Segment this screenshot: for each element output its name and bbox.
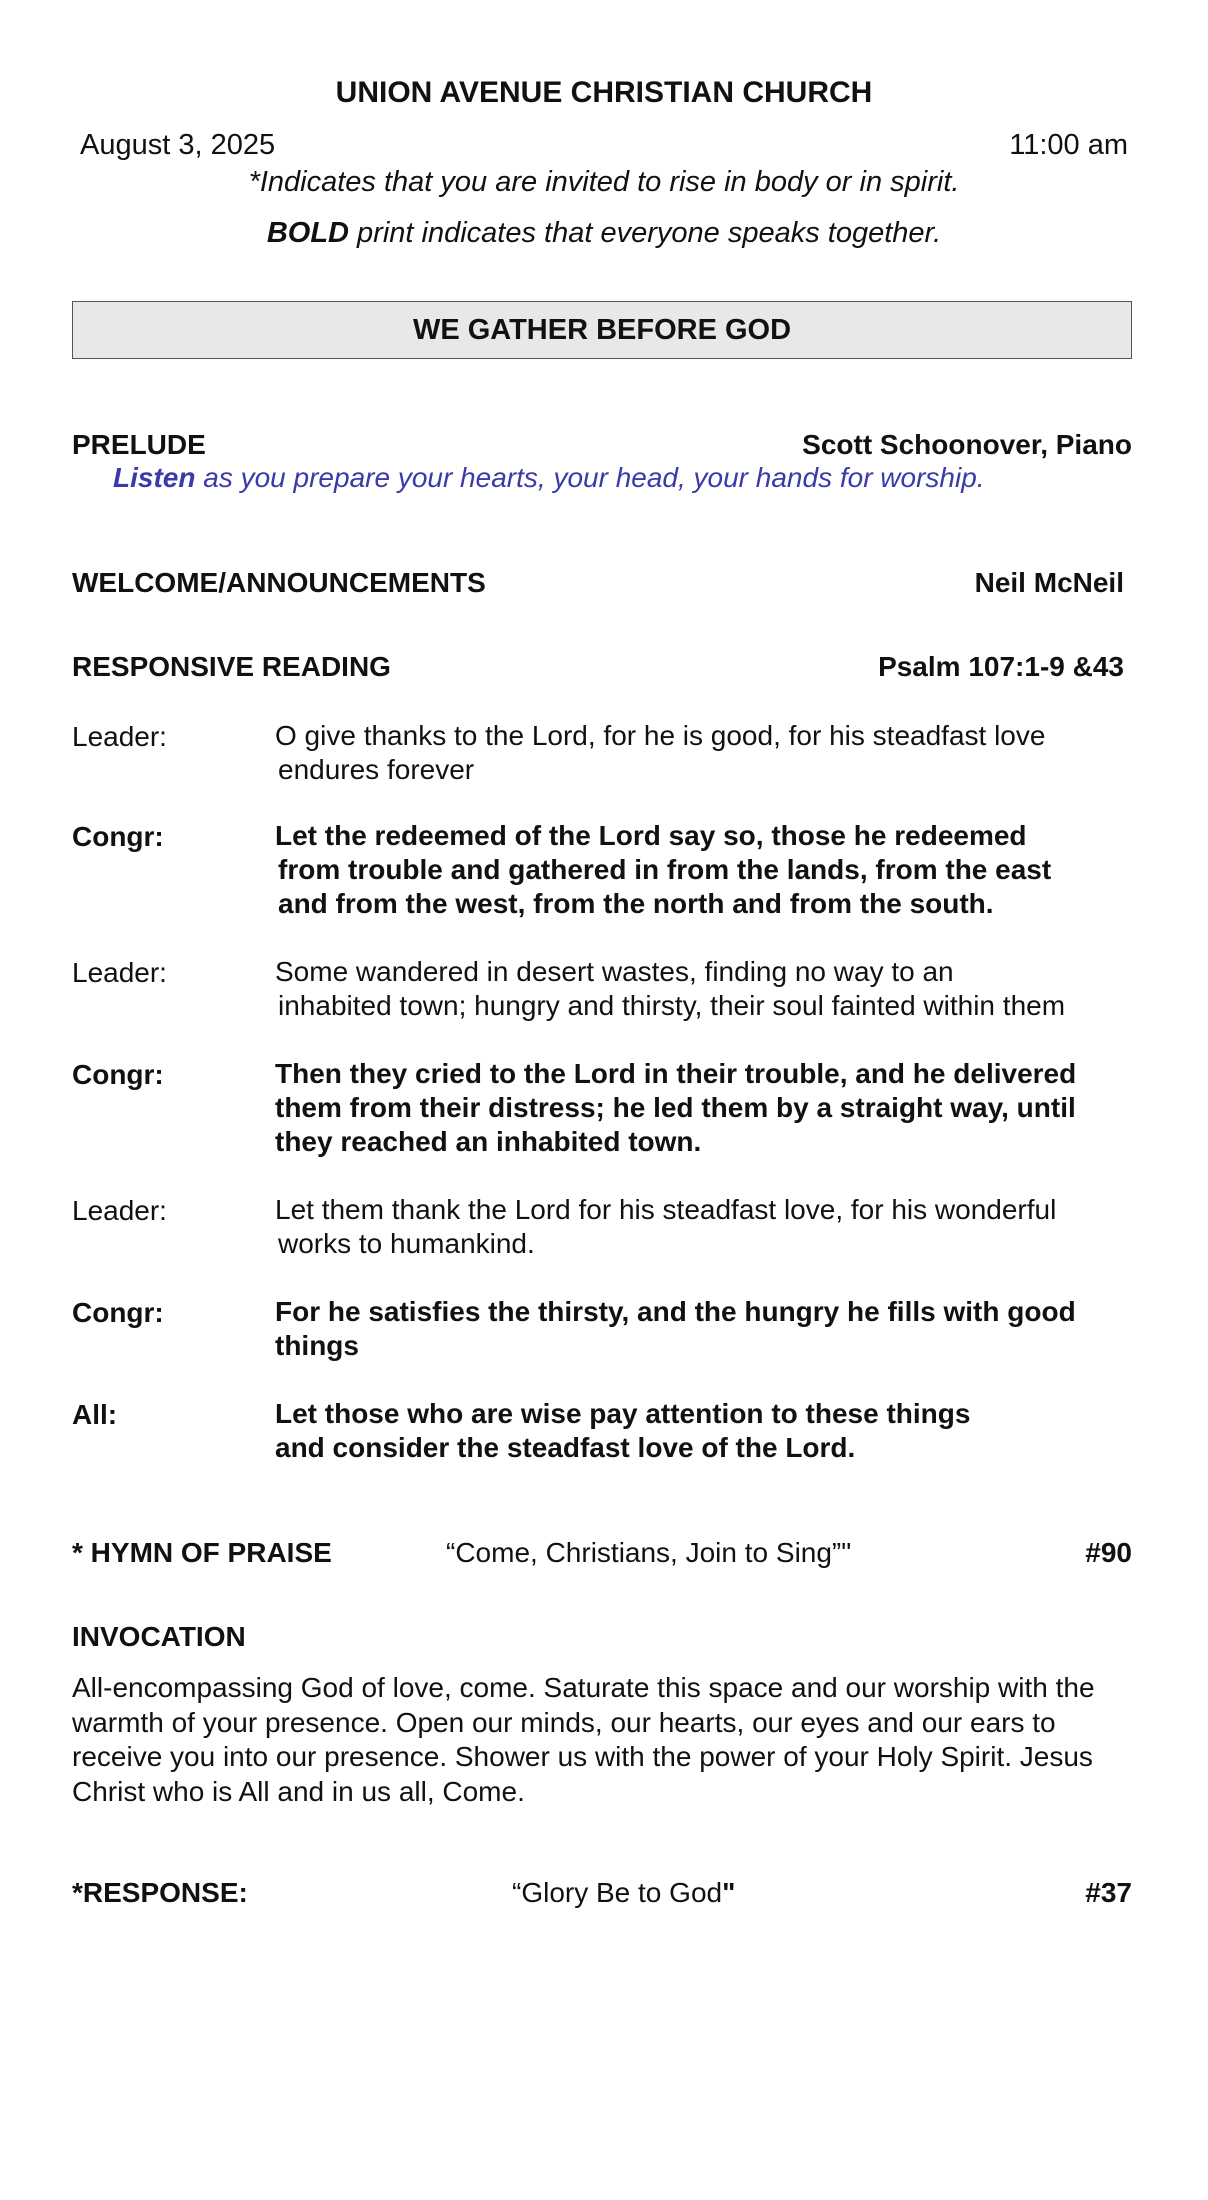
hymn-number: #90 [1085,1537,1132,1568]
response-title-close: " [722,1877,736,1908]
hymn-title: “Come, Christians, Join to Sing”" [446,1537,852,1568]
reading-text [275,819,1135,921]
bold-note-rest: print indicates that everyone speaks together. [349,217,942,249]
responsive-reading-label: RESPONSIVE READING [72,651,391,682]
reading-text [275,955,1135,1023]
church-name: UNION AVENUE CHRISTIAN CHURCH [335,76,873,109]
invocation-text: All-encompassing God of love, come. Saturate this space and our worship with the warmth of your presence. Open our minds, our hearts, our eyes and our ears to receive you into our presence. Shower us with the power of your Holy Spirit. Jesus Christ who is All and in us all, Come. [72,1672,1095,1807]
response-title [512,1877,735,1909]
reading-text [275,1295,1135,1363]
reading-line: and consider the steadfast love of the Lord. [275,1432,856,1463]
reading-text [275,719,1135,787]
prelude-performer: Scott Schoonover, Piano [802,429,1132,460]
reading-role: Congr: [72,821,164,852]
reading-line: works to humankind. [278,1228,535,1259]
service-time: 11:00 am [1009,129,1128,161]
listen-word: Listen [113,462,196,493]
reading-role: All: [72,1399,118,1430]
bold-note-bold: BOLD [266,217,349,249]
reading-line: Then they cried to the Lord in their trouble, and he delivered [275,1058,1077,1089]
reading-line: Let the redeemed of the Lord say so, those he redeemed [275,820,1027,851]
psalm-reference: Psalm 107:1-9 &43 [878,651,1124,682]
reading-text [275,1397,1135,1465]
reading-role: Congr: [72,1297,164,1328]
reading-line: they reached an inhabited town. [275,1126,702,1157]
response-label: *RESPONSE: [72,1877,248,1908]
section-heading-box [72,301,1132,359]
reading-line: them from their distress; he led them by a straight way, until [275,1092,1076,1123]
reading-line: Some wandered in desert wastes, finding no way to an [275,956,954,987]
invocation-label: INVOCATION [72,1621,246,1652]
reading-line: O give thanks to the Lord, for he is good, for his steadfast love [275,720,1046,751]
reading-role: Leader: [72,1195,167,1226]
bold-note [0,217,1208,250]
reading-line: and from the west, from the north and from the south. [278,888,994,919]
reading-line: inhabited town; hungry and thirsty, their soul fainted within them [278,990,1066,1021]
reading-line: endures forever [278,754,475,785]
reading-line: things [275,1330,359,1361]
response-title-main: “Glory Be to God [512,1877,723,1908]
service-date: August 3, 2025 [80,129,276,161]
reading-role: Congr: [72,1059,164,1090]
reading-line: For he satisfies the thirsty, and the hungry he fills with good [275,1296,1076,1327]
reading-text [275,1193,1135,1261]
prelude-instruction [113,462,985,494]
welcome-leader: Neil McNeil [974,567,1124,598]
reading-role: Leader: [72,721,167,752]
prelude-label: PRELUDE [72,429,206,460]
reading-line: Let them thank the Lord for his steadfast love, for his wonderful [275,1194,1057,1225]
reading-line: from trouble and gathered in from the lands, from the east [278,854,1052,885]
rise-note: *Indicates that you are invited to rise in body or in spirit. [248,166,960,198]
reading-line: Let those who are wise pay attention to these things [275,1398,971,1429]
hymn-label: * HYMN OF PRAISE [72,1537,332,1568]
welcome-label: WELCOME/ANNOUNCEMENTS [72,567,486,598]
section-title: WE GATHER BEFORE GOD [412,313,792,346]
response-number: #37 [1085,1877,1132,1908]
reading-role: Leader: [72,957,167,988]
reading-text [275,1057,1135,1159]
listen-rest: as you prepare your hearts, your head, your hands for worship. [195,462,985,493]
